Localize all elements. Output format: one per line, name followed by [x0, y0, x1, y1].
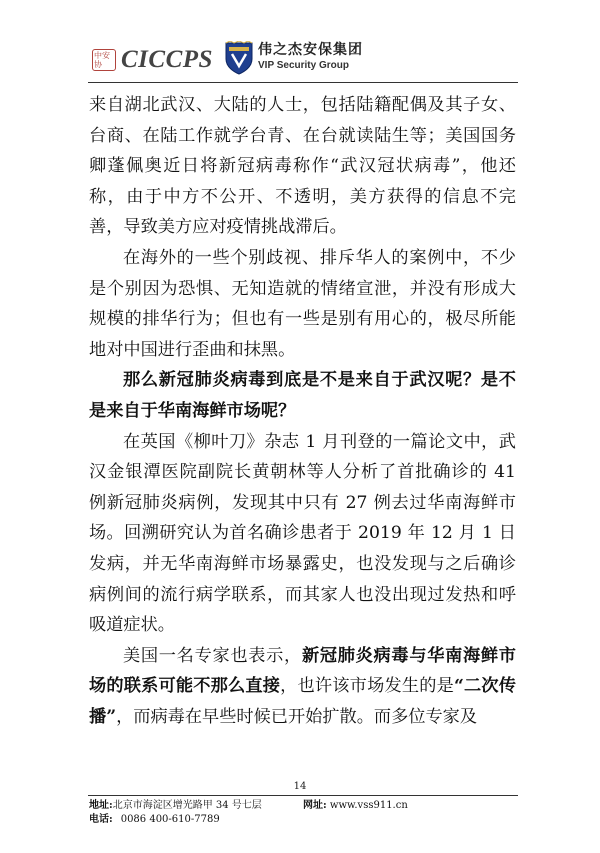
website-value[interactable]: www.vss911.cn [329, 800, 408, 811]
text-run: ，而病毒在早些时候已开始扩散。而多位专家及 [116, 706, 478, 727]
text-run: ，也许该市场发生的是 [280, 676, 454, 697]
paragraph-p2 [89, 243, 516, 365]
text-run: 美国一名专家也表示， [123, 645, 302, 666]
document-body [89, 90, 516, 732]
phone-value: 0086 400-610-7789 [120, 814, 220, 825]
header-divider [88, 82, 518, 83]
address-value: 北京市海淀区增光路甲 34 号七层 [112, 800, 262, 811]
page-header [92, 38, 522, 82]
vip-name-en: VIP Security Group [258, 60, 349, 71]
address-label: 地址: [89, 800, 113, 811]
website-label: 网址: [303, 800, 327, 811]
text-run: 在英国《柳叶刀》杂志 1 月刊登的一篇论文中，武汉金银潭医院副院长黄朝林等人分析了首批确诊的 41 例新冠肺炎病例，发现其中只有 27 例去过华南海鲜市场。回溯研究认为首名确诊患者于 2019 年 12 月 1 日发病，并无华南海鲜市场暴露史，也没发现与之后确诊病例间的流行病学联系，而其家人也没出现过发热和呼吸道症状。 [89, 431, 516, 636]
paragraph-p1 [89, 90, 516, 243]
vip-security-logo [224, 41, 363, 75]
text-run: 来自湖北武汉、大陆的人士，包括陆籍配偶及其子女、台商、在陆工作就学台青、在台就读陆生等；美国国务卿蓬佩奥近日将新冠病毒称作“武汉冠状病毒”，他还称，由于中方不公开、不透明，美方获得的信息不完善，导致美方应对疫情挑战滞后。 [89, 95, 516, 238]
page-number: 14 [293, 781, 307, 792]
paragraph-p4 [89, 427, 516, 641]
page-footer [89, 799, 519, 827]
paragraph-p3 [89, 365, 516, 426]
phone-label: 电话: [89, 814, 113, 825]
text-run: 在海外的一些个别歧视、排斥华人的案例中，不少是个别因为恐惧、无知造就的情绪宣泄，并没有形成大规模的排华行为；但也有一些是别有用心的，极尽所能地对中国进行歪曲和抹黑。 [89, 247, 516, 360]
footer-divider [88, 795, 518, 796]
shield-emblem-icon [224, 41, 254, 75]
ciccps-brand-text: CICCPS [121, 46, 213, 73]
vip-name-cn: 伟之杰安保集团 [258, 42, 363, 58]
ciccps-seal: 中安协 [92, 49, 116, 71]
bold-text-run: 那么新冠肺炎病毒到底是不是来自于武汉呢？是不是来自于华南海鲜市场呢？ [89, 370, 516, 421]
paragraph-p5 [89, 641, 516, 733]
bold-text-run: “二次传播” [89, 676, 516, 727]
bold-text-run: 新冠肺炎病毒与华南海鲜市场的联系可能不那么直接 [89, 645, 516, 697]
ciccps-logo [92, 46, 213, 74]
